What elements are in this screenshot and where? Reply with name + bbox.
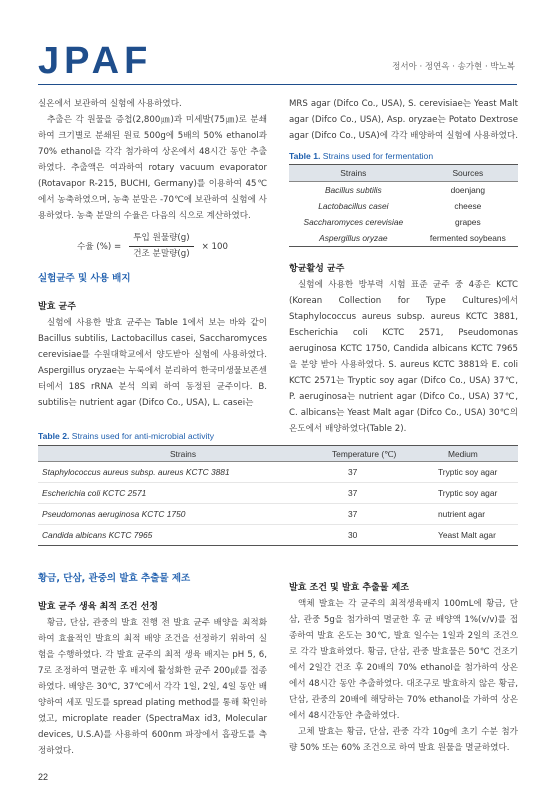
table-row [289, 214, 518, 230]
paragraph: 황금, 단삼, 관중의 발효 진행 전 발효 균주 배양을 최적화하여 효율적인 발효의 최적 배양 조건을 선정하기 위하여 실험을 수행하였다. 각 발효 균주의 최적 생육 배지는 pH 5, 6, 7로 조정하여 멸균한 후 배지에 활성화한 균주 200㎕를 접종하였다. 배양은 30℃, 37℃에서 각각 1일, 2일, 4일 동안 배양하여 세포 밀도를 spread plating method를 통해 확인하였고, microplate reader (SpectraMax id3, Molecular devices, U.S.A)를 사용하여 600nm 파장에서 흡광도를 측정하였다. [38, 618, 267, 756]
table2-caption-text: Strains used for anti-microbial activity [71, 431, 215, 441]
table-cell: doenjang [450, 185, 486, 195]
paragraph: 액체 발효는 각 균주의 최적생육배지 100mL에 황금, 단삼, 관중 5g을 첨가하여 멸균한 후 균 배양액 1%(v/v)를 접종하여 발효 온도는 30℃, 발효 일수는 1일과 2일의 조건으로 각각 발효하였다. 황금, 단삼, 관중 발효물은 50℃ 건조기에서 2일간 건조 후 20배의 70% ethanol을 첨가하여 상온에서 48시간 동안 추출하였다. 대조구로 발효하지 않은 황금, 단삼, 관중의 20배에 해당하는 70% ethanol을 가하여 상온에서 48시간동안 추출하였다. [289, 599, 518, 721]
table-header-cell: Sources [418, 165, 518, 182]
table-cell [38, 525, 328, 546]
left-column-top [38, 96, 267, 411]
table-cell: Aspergillus oryzae [289, 230, 418, 247]
formula-lhs: 수율 (%) = [77, 241, 122, 252]
right-column-bottom [289, 580, 518, 756]
table-cell: Lactobacillus casei [318, 201, 389, 211]
table-row [289, 230, 518, 247]
table-header-row [289, 165, 518, 182]
table2-caption [38, 430, 518, 442]
table-cell: 30 [328, 525, 408, 546]
table-cell: Yeast Malt agar [408, 525, 518, 546]
table-header-row [38, 446, 518, 462]
yield-formula [38, 232, 267, 261]
table-header-cell: Strains [38, 446, 328, 462]
formula-rhs: × 100 [201, 241, 228, 252]
right-column-top [289, 96, 518, 437]
strain-name: Candida albicans KCTC 7965 [42, 530, 153, 540]
table-header-cell: Strains [289, 165, 418, 182]
table-row [38, 504, 518, 525]
table-cell: fermented soybeans [418, 230, 518, 247]
table-row [38, 462, 518, 483]
table-cell: Saccharomyces cerevisiae [303, 217, 404, 227]
table-cell: 37 [328, 504, 408, 525]
left-column-bottom [38, 571, 267, 759]
table1-label: Table 1. [289, 151, 321, 161]
subsection-heading: 항균활성 균주 [289, 264, 345, 274]
table-cell: cheese [454, 201, 482, 211]
paragraph: 고체 발효는 황금, 단삼, 관중 각각 10g에 초기 수분 첨가량 50% 또는 60% 조건으로 하여 발효 원물을 멸균하였다. [289, 727, 518, 753]
table-header-cell: Temperature (℃) [328, 446, 408, 462]
table2 [38, 445, 518, 546]
formula-fraction [129, 232, 193, 261]
subsection-heading: 발효 균주 생육 최적 조건 선정 [38, 602, 158, 612]
paragraph: 실험에 사용한 방부력 시험 표준 균주 중 4종은 KCTC (Korean Collection for Type Cultures)에서 Staphylococcus aureus subsp. aureus KCTC 3881, Escherichia coli KCTC 2571, Pseudomonas aeruginosa KCTC 1750, Candida albicans KCTC 7965을 분양 받아 사용하였다. S. aureus KCTC 3881와 E. coli KCTC 2571는 Tryptic soy agar (Difco Co., USA) 37℃, P. aeruginosa는 nutrient agar (Difco Co., USA) 37℃, C. albicans는 Yeast Malt agar (Difco Co., USA) 30℃의 온도에서 배양하였다(Table 2). [289, 280, 518, 434]
page-number: 22 [38, 772, 49, 782]
table-cell: 37 [328, 462, 408, 483]
section-heading: 황금, 단삼, 관중의 발효 추출물 제조 [38, 573, 191, 584]
table-cell: Bacillus subtilis [324, 185, 382, 195]
table-row [38, 525, 518, 546]
table-cell: Tryptic soy agar [408, 483, 518, 504]
table1-caption-text: Strains used for fermentation [322, 151, 434, 161]
table2-label: Table 2. [38, 431, 70, 441]
strain-name: Escherichia coli KCTC 2571 [42, 488, 147, 498]
table1 [289, 164, 518, 247]
table-cell: Tryptic soy agar [408, 462, 518, 483]
table-header-cell: Medium [408, 446, 518, 462]
formula-numerator: 투입 원물량(g) [129, 232, 193, 247]
table1-block [289, 150, 518, 247]
strain-name: Staphylococcus aureus subsp. aureus KCTC 3881 [42, 467, 230, 477]
table-cell: 37 [328, 483, 408, 504]
paragraph: 추출은 각 원물을 증첩(2,800㎛)과 미세발(75㎛)로 분쇄하여 크기별로 분쇄된 원료 500g에 5배의 50% ethanol과 70% ethanol을 각각 첨가하여 상온에서 48시간 동안 추출하였다. 추출액은 여과하여 rotary vacuum evaporator (Rotavapor R-215, BUCHI, Germany)를 이용하여 45℃에서 농축하였으며, 농축 분말은 -70℃에 보관하여 실험에 사용하였다. 농축 분말의 수율은 다음의 식으로 계산하였다. [38, 115, 267, 221]
formula-denominator: 건조 분말량(g) [133, 249, 190, 259]
paragraph: 실온에서 보관하여 실험에 사용하였다. [38, 99, 182, 109]
table-cell [38, 504, 328, 525]
section-heading: 실험균주 및 사용 배지 [38, 273, 131, 284]
header-rule [38, 84, 517, 85]
paragraph: MRS agar (Difco Co., USA), S. cerevisiae는 Yeast Malt agar (Difco Co., USA), Asp. oryzae는 Potato Dextrose agar (Difco Co., USA)에 각각 배양하여 실험에 사용하였다. [289, 99, 518, 141]
subsection-heading: 발효 조건 및 발효 추출물 제조 [289, 583, 409, 593]
paragraph: 실험에 사용한 발효 균주는 Table 1에서 보는 바와 같이 Bacillus subtilis, Lactobacillus casei, Saccharomyces cerevisiae를 수원대학교에서 양도받아 실험에 사용하였다. Aspergillus oryzae는 누룩에서 분리하여 한국미생물보존센터에서 18S rRNA 분석 의뢰 하여 동정된 균주이다. B. subtilis는 nutrient agar (Difco Co., USA), L. casei는 [38, 318, 267, 408]
table-cell [38, 462, 328, 483]
table-row [289, 182, 518, 199]
table-cell [38, 483, 328, 504]
author-list: 정서아 · 정연옥 · 송가현 · 박노복 [392, 62, 515, 72]
table2-block [38, 430, 518, 546]
journal-logo: JPAF [38, 40, 153, 82]
table-cell: nutrient agar [408, 504, 518, 525]
table-row [38, 483, 518, 504]
table1-caption [289, 150, 518, 162]
strain-name: Pseudomonas aeruginosa KCTC 1750 [42, 509, 186, 519]
subsection-heading: 발효 균주 [38, 302, 76, 312]
table-cell: grapes [455, 217, 481, 227]
table-row [289, 198, 518, 214]
